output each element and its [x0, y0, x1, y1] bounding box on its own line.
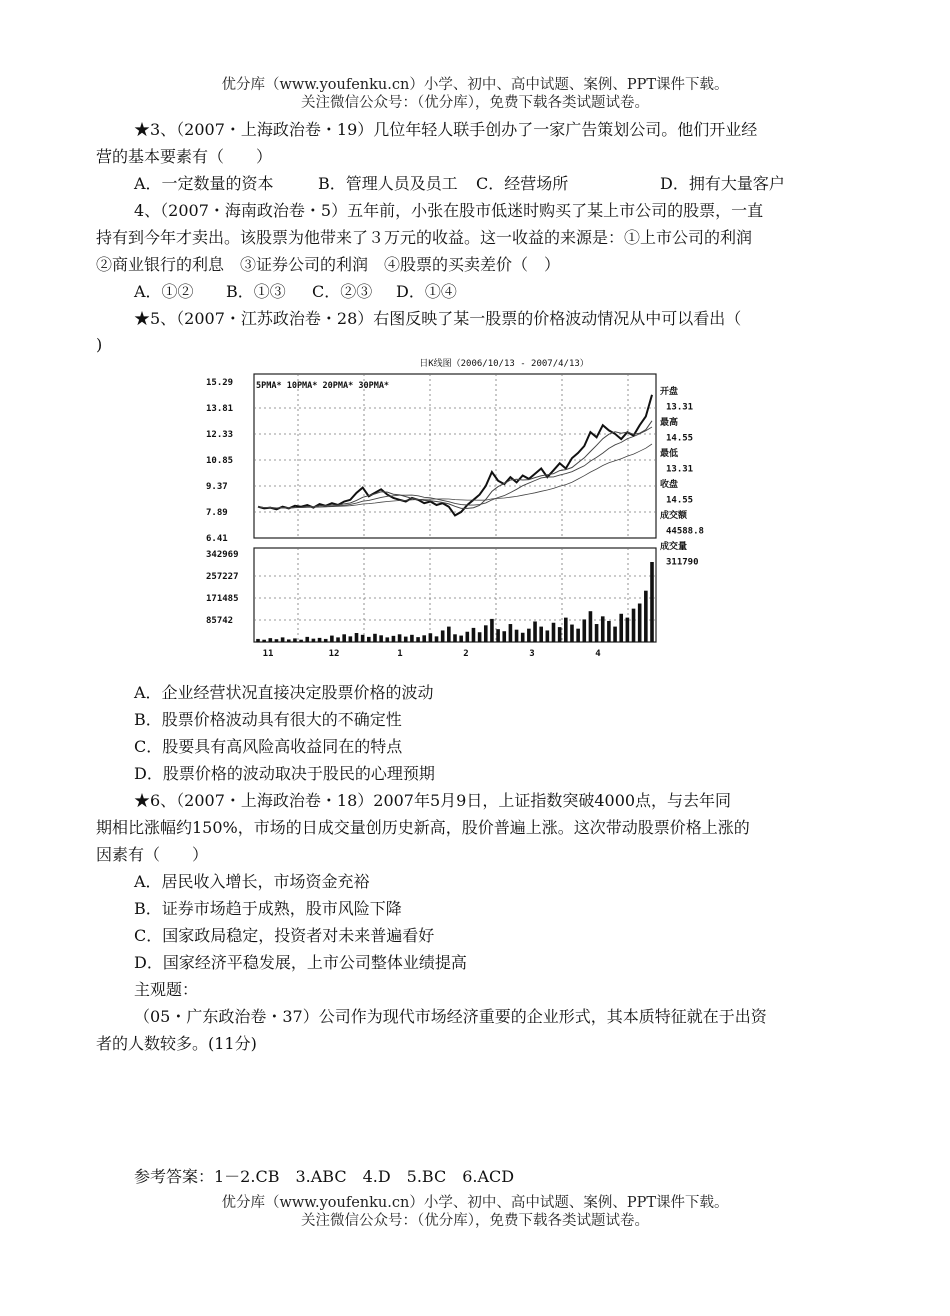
q5-option-d: D．股票价格的波动取决于股民的心理预期: [134, 764, 435, 783]
q4-option-c: C．②③: [312, 282, 373, 301]
volume-bar: [447, 627, 451, 642]
volume-bar: [539, 627, 543, 642]
volume-bar: [558, 627, 562, 642]
x-tick-label: 2: [463, 649, 469, 659]
volume-bar: [496, 629, 500, 642]
volume-bar: [466, 632, 470, 642]
volume-bar: [299, 640, 303, 642]
volume-bar: [644, 591, 648, 642]
q3-option-d: D．拥有大量客户: [660, 174, 785, 193]
y-tick-label: 15.29: [206, 378, 234, 388]
volume-bar: [324, 639, 328, 642]
side-label-value: 13.31: [666, 402, 694, 413]
volume-bar: [502, 631, 506, 642]
volume-bar: [576, 629, 580, 642]
side-label-value: 14.55: [666, 433, 694, 444]
volume-bar: [318, 638, 322, 642]
q5-option-b: B．股票价格波动具有很大的不确定性: [134, 710, 402, 729]
q6-option-c: C．国家政局稳定，投资者对未来普遍看好: [134, 926, 435, 945]
volume-bar: [546, 630, 550, 642]
footer-line-2: 关注微信公众号：（优分库），免费下载各类试题试卷。: [301, 1213, 649, 1229]
volume-bar: [312, 639, 316, 642]
volume-bar: [527, 629, 531, 642]
volume-bar: [287, 639, 291, 642]
volume-bar: [404, 637, 408, 642]
q4-option-d: D．①④: [396, 282, 457, 301]
volume-bar: [429, 633, 433, 642]
volume-bar: [262, 640, 266, 642]
q6-stem-line-3: 因素有（ ）: [96, 845, 209, 864]
x-tick-label: 11: [262, 649, 274, 659]
q4-option-b: B．①③: [226, 282, 286, 301]
answer-key: 参考答案：1－2.CB 3.ABC 4.D 5.BC 6.ACD: [134, 1167, 515, 1186]
side-label-name: 收盘: [660, 480, 679, 490]
volume-tick-label: 171485: [206, 594, 239, 604]
volume-bar: [632, 609, 636, 642]
q4-option-a: A．①②: [134, 282, 194, 301]
footer-line-1: 优分库（www.youfenku.cn）小学、初中、高中试题、案例、PPT课件下载。: [221, 1195, 729, 1211]
side-label-name: 最低: [660, 449, 679, 459]
q4-stem-line-1: 4、（2007・海南政治卷・5）五年前，小张在股市低迷时购买了某上市公司的股票，一直: [134, 201, 764, 220]
volume-bar: [293, 638, 297, 642]
y-tick-label: 13.81: [206, 404, 234, 414]
chart-legend: 5PMA* 10PMA* 20PMA* 30PMA*: [256, 381, 390, 391]
volume-bar: [589, 611, 593, 642]
x-tick-label: 12: [328, 649, 340, 659]
volume-bar: [607, 621, 611, 642]
subjective-heading: 主观题：: [134, 980, 199, 999]
q4-stem-line-2: 持有到今年才卖出。该股票为他带来了３万元的收益。这一收益的来源是：①上市公司的利润: [96, 228, 753, 247]
volume-bar: [361, 635, 365, 642]
volume-bar: [367, 637, 371, 642]
volume-bar: [570, 625, 574, 642]
side-label-name: 开盘: [660, 387, 679, 397]
volume-bar: [355, 633, 359, 642]
q3-option-c: C．经营场所: [476, 174, 569, 193]
q6-option-a: A．居民收入增长，市场资金充裕: [134, 872, 370, 891]
y-tick-label: 7.89: [206, 508, 228, 518]
y-tick-label: 12.33: [206, 430, 234, 440]
side-label-value: 13.31: [666, 464, 694, 475]
side-label-value: 14.55: [666, 495, 694, 506]
q6-option-d: D．国家经济平稳发展，上市公司整体业绩提高: [134, 953, 467, 972]
volume-bar: [453, 634, 457, 642]
volume-bar: [619, 614, 623, 642]
volume-tick-label: 257227: [206, 572, 239, 582]
subjective-line-1: （05・广东政治卷・37）公司作为现代市场经济重要的企业形式，其本质特征就在于出资: [134, 1007, 767, 1026]
q3-stem-line-2: 营的基本要素有（ ）: [96, 147, 273, 166]
q5-option-c: C．股要具有高风险高收益同在的特点: [134, 737, 403, 756]
volume-bar: [336, 637, 340, 642]
volume-bar: [613, 627, 617, 642]
volume-bar: [305, 637, 309, 642]
volume-bar: [422, 635, 426, 642]
q3-option-b: B．管理人员及员工: [318, 174, 458, 193]
volume-bar: [552, 623, 556, 642]
q5-stem-line-2: ): [96, 335, 103, 354]
volume-tick-label: 342969: [206, 550, 239, 560]
subjective-line-2: 者的人数较多。(11分): [96, 1034, 257, 1053]
volume-bar: [459, 636, 463, 642]
volume-bar: [595, 624, 599, 642]
volume-bar: [509, 624, 513, 642]
volume-bar: [582, 619, 586, 642]
stock-chart: [204, 348, 704, 670]
volume-bar: [379, 635, 383, 642]
chart-title: 日K线图（2006/10/13 - 2007/4/13）: [419, 359, 589, 369]
q5-stem-line-1: ★5、（2007・江苏政治卷・28）右图反映了某一股票的价格波动情况从中可以看出（: [134, 309, 742, 328]
y-tick-label: 6.41: [206, 534, 228, 544]
q4-stem-line-3: ②商业银行的利息 ③证券公司的利润 ④股票的买卖差价（ ）: [96, 255, 561, 274]
volume-bar: [650, 562, 654, 642]
volume-tick-label: 85742: [206, 616, 234, 626]
volume-bar: [269, 638, 273, 642]
volume-bar: [638, 604, 642, 642]
volume-bar: [398, 634, 402, 642]
side-label-value: 44588.8: [666, 526, 704, 537]
volume-bar: [385, 637, 389, 642]
volume-bar: [484, 625, 488, 642]
q4-options: [134, 281, 894, 303]
volume-bar: [533, 621, 537, 642]
volume-bar: [472, 628, 476, 642]
volume-bar: [342, 634, 346, 642]
volume-bar: [490, 619, 494, 642]
side-label-value: 311790: [666, 557, 699, 568]
volume-bar: [256, 639, 260, 642]
q6-option-b: B．证券市场趋于成熟，股市风险下降: [134, 899, 402, 918]
volume-bar: [330, 636, 334, 642]
volume-bar: [515, 630, 519, 642]
volume-bar: [349, 636, 353, 642]
header-line-1: 优分库（www.youfenku.cn）小学、初中、高中试题、案例、PPT课件下载。: [221, 77, 729, 93]
side-label-name: 成交额: [660, 511, 688, 521]
q3-option-a: A．一定数量的资本: [134, 174, 274, 193]
volume-bar: [521, 633, 525, 642]
q3-stem-line-1: ★3、（2007・上海政治卷・19）几位年轻人联手创办了一家广告策划公司。他们开业经: [134, 120, 758, 139]
side-label-name: 成交量: [660, 542, 688, 552]
q3-options: [134, 173, 894, 195]
x-tick-label: 1: [397, 649, 403, 659]
header-line-2: 关注微信公众号：（优分库），免费下载各类试题试卷。: [301, 95, 649, 111]
volume-bar: [392, 636, 396, 642]
y-tick-label: 9.37: [206, 482, 228, 492]
y-tick-label: 10.85: [206, 456, 234, 466]
volume-bar: [478, 632, 482, 642]
x-tick-label: 4: [595, 649, 601, 659]
volume-bar: [410, 635, 414, 642]
volume-bar: [601, 616, 605, 642]
volume-bar: [441, 630, 445, 642]
side-label-name: 最高: [660, 418, 679, 428]
volume-bar: [373, 634, 377, 642]
volume-bar: [435, 636, 439, 642]
volume-bar: [416, 637, 420, 642]
volume-bar: [564, 618, 568, 642]
q6-stem-line-1: ★6、（2007・上海政治卷・18）2007年5月9日，上证指数突破4000点，与去年同: [134, 791, 732, 810]
volume-bar: [626, 618, 630, 642]
x-tick-label: 3: [529, 649, 535, 659]
q5-option-a: A．企业经营状况直接决定股票价格的波动: [134, 683, 434, 702]
q6-stem-line-2: 期相比涨幅约150%，市场的日成交量创历史新高，股价普遍上涨。这次带动股票价格上涨的: [96, 818, 750, 837]
volume-bar: [275, 639, 279, 642]
volume-bar: [281, 637, 285, 642]
